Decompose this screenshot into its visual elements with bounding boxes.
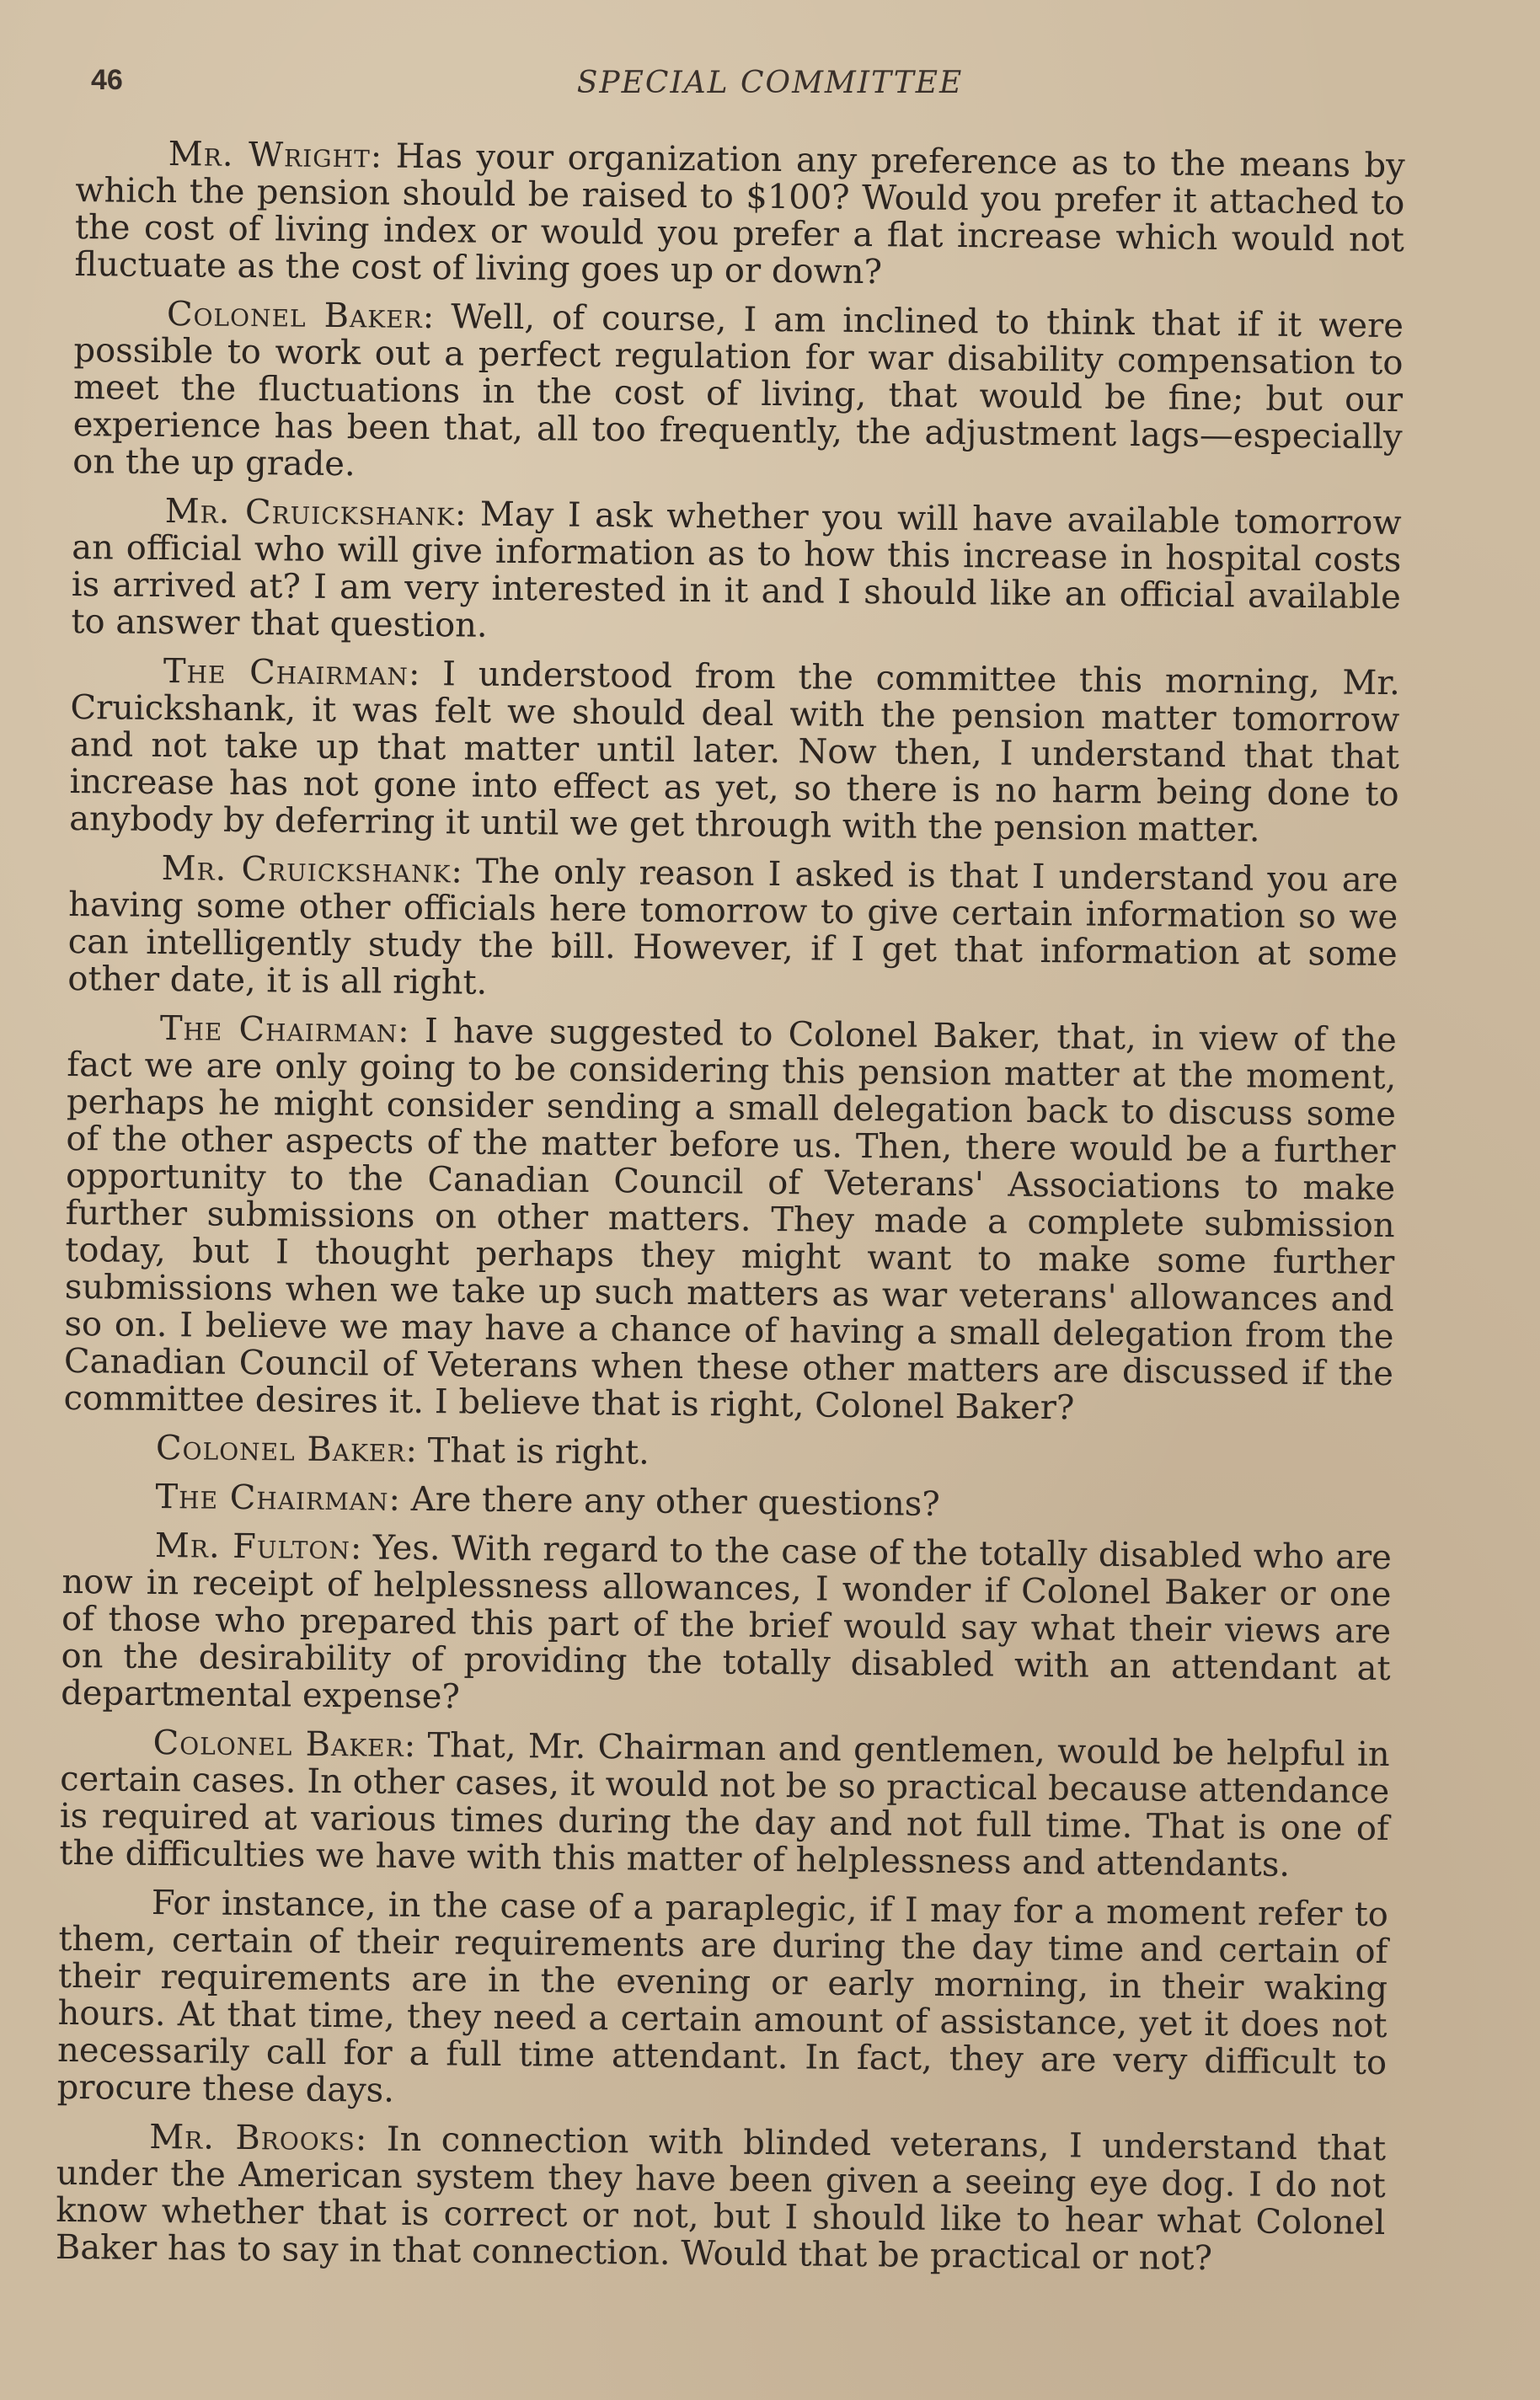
speaker-name: Colonel Baker	[155, 1428, 406, 1470]
paragraph: Mr. Cruickshank: The only reason I asked is that I understand you are having some other officials here tomorrow to give certain information so we can intelligently study the bill. However, if I get that information at some other date, it is all right.	[67, 849, 1398, 1002]
paragraph-text: I have suggested to Colonel Baker, that, in view of the fact we are only going to be considering this pension matter at the moment, perhaps he might consider sending a small delegation back to discuss some of the other aspects of the matter before us. Then, there would be a further opportunity to the Canadian Council of Veterans' Associations to make further submissions on other matters. They made a complete submission today, but I thought perhaps they might want to make some further submissions when we take up such matters as war veterans' allowances and so on. I believe we may have a chance of having a small delegation from the Canadian Council of Veterans when these other matters are discussed if the committee desires it. I believe that is right, Colonel Baker?	[63, 1012, 1397, 1428]
speaker-name: The Chairman	[159, 1009, 398, 1050]
paragraph-text: For instance, in the case of a paraplegic, if I may for a moment refer to them, certain of their requirements are during the day time and certain of their requirements are in the evening or early morning, in their waking hours. At that time, they need a certain amount of assistance, yet it does not necessarily call for a full time attendant. In fact, they are very difficult to procure these days.	[56, 1883, 1389, 2110]
speaker-name: Mr. Cruickshank	[161, 849, 452, 891]
paragraph: Mr. Cruickshank: May I ask whether you will have available tomorrow an official who will give information as to how this increase in hospital costs is arrived at? I am very interested in it and I should like an official available to answer that question.	[71, 492, 1402, 645]
paragraph: The Chairman: Are there any other questions?	[155, 1477, 940, 1524]
paragraph: Mr. Wright: Has your organization any preference as to the means by which the pension should be raised to $100? Would you prefer it attached to the cost of living index or would you prefer a flat increase which would not fluctuate as the cost of living goes up or down?	[74, 135, 1405, 292]
speaker-name: Mr. Wright	[168, 135, 371, 176]
speaker-name: Mr. Fulton	[154, 1526, 351, 1568]
paragraph-text: That is right.	[427, 1431, 650, 1473]
paragraph: Colonel Baker: That, Mr. Chairman and gentlemen, would be helpful in certain cases. In other cases, it would not be so practical because attendance is required at various times during the day and not full time. That is one of the difficulties we have with this matter of helplessness and attendants.	[59, 1723, 1390, 1884]
paragraph-text: Well, of course, I am inclined to think that if it were possible to work out a perfect regulation for war disability compensation to meet the fluctuations in the cost of living, that would be fine; but our experience has been that, all too frequently, the adjustment lags—especially on the up grade.	[72, 297, 1404, 484]
paragraph: Colonel Baker: Well, of course, I am inclined to think that if it were possible to work out a perfect regulation for war disability compensation to meet the fluctuations in the cost of living, that would be fine; but our experience has been that, all too frequently, the adjustment lags—especially on the up grade.	[72, 295, 1404, 484]
paragraph-text: Yes. With regard to the case of the totally disabled who are now in receipt of helplessness allowances, I wonder if Colonel Baker or one of those who prepared this part of the brief would say what their views are on the desirability of providing the totally disabled with an attendant at departmental expense?	[61, 1528, 1393, 1717]
speaker-name: The Chairman	[155, 1477, 389, 1519]
speaker-name: Colonel Baker	[152, 1723, 404, 1765]
page-number: 46	[91, 64, 123, 96]
paragraph	[57, 1884, 1388, 2119]
speaker-name: Mr. Cruickshank	[164, 492, 456, 534]
speaker-name: The Chairman	[163, 652, 409, 693]
paragraph-text: In connection with blinded veterans, I understand that under the American system they have been given a seeing eye dog. I do not know whether that is correct or not, but I should like to hear what Colonel Baker has to say in that connection. Would that be practical or not?	[55, 2119, 1387, 2279]
running-head: SPECIAL COMMITTEE	[576, 66, 964, 100]
paragraph: Mr. Brooks: In connection with blinded veterans, I understand that under the American system they have been given a seeing eye dog. I do not know whether that is correct or not, but I should like to hear what Colonel Baker has to say in that connection. Would that be practical or not?	[55, 2117, 1387, 2279]
transcript-body	[56, 135, 1405, 2290]
paragraph: The Chairman: I understood from the committee this morning, Mr. Cruickshank, it was felt we should deal with the pension matter tomorrow and not take up that matter until later. Now then, I understand that that increase has not gone into effect as yet, so there is no harm being done to anybody by deferring it until we get through with the pension matter.	[68, 652, 1401, 850]
paragraph-text: I understood from the committee this morning, Mr. Cruickshank, it was felt we should deal with the pension matter tomorrow and not take up that matter until later. Now then, I understand that that increase has not gone into effect as yet, so there is no harm being done to anybody by deferring it until we get through with the pension matter.	[68, 655, 1401, 850]
paragraph-text: That, Mr. Chairman and gentlemen, would be helpful in certain cases. In other cases, it would not be so practical because attendance is required at various times during the day and not full time. That is one of the difficulties we have with this matter of helplessness and attendants.	[59, 1726, 1390, 1884]
paragraph: Colonel Baker: That is right.	[155, 1428, 650, 1473]
paragraph-text: Has your organization any preference as to the means by which the pension should be raised to $100? Would you prefer it attached to the cost of living index or would you prefer a flat increase which would not fluctuate as the cost of living goes up or down?	[74, 136, 1405, 292]
speaker-name: Mr. Brooks	[148, 2117, 356, 2159]
paragraph-text: Are there any other questions?	[410, 1479, 940, 1524]
speaker-name: Colonel Baker	[166, 295, 423, 336]
paragraph-text: The only reason I asked is that I understand you are having some other officials here tomorrow to give certain information so we can intelligently study the bill. However, if I get that information at some other date, it is all right.	[67, 852, 1398, 1002]
paragraph-text: May I ask whether you will have available tomorrow an official who will give information as to how this increase in hospital costs is arrived at? I am very interested in it and I should like an official available to answer that question.	[71, 494, 1402, 645]
paragraph: Mr. Fulton: Yes. With regard to the case of the totally disabled who are now in receipt of helplessness allowances, I wonder if Colonel Baker or one of those who prepared this part of the brief would say what their views are on the desirability of providing the totally disabled with an attendant at departmental expense?	[61, 1526, 1393, 1717]
paragraph: The Chairman: I have suggested to Colonel Baker, that, in view of the fact we are only going to be considering this pension matter at the moment, perhaps he might consider sending a small delegation back to discuss some of the other aspects of the matter before us. Then, there would be a further opportunity to the Canadian Council of Veterans' Associations to make further submissions on other matters. They made a complete submission today, but I thought perhaps they might want to make some further submissions when we take up such matters as war veterans' allowances and so on. I believe we may have a chance of having a small delegation from the Canadian Council of Veterans when these other matters are discussed if the committee desires it. I believe that is right, Colonel Baker?	[63, 1009, 1397, 1428]
